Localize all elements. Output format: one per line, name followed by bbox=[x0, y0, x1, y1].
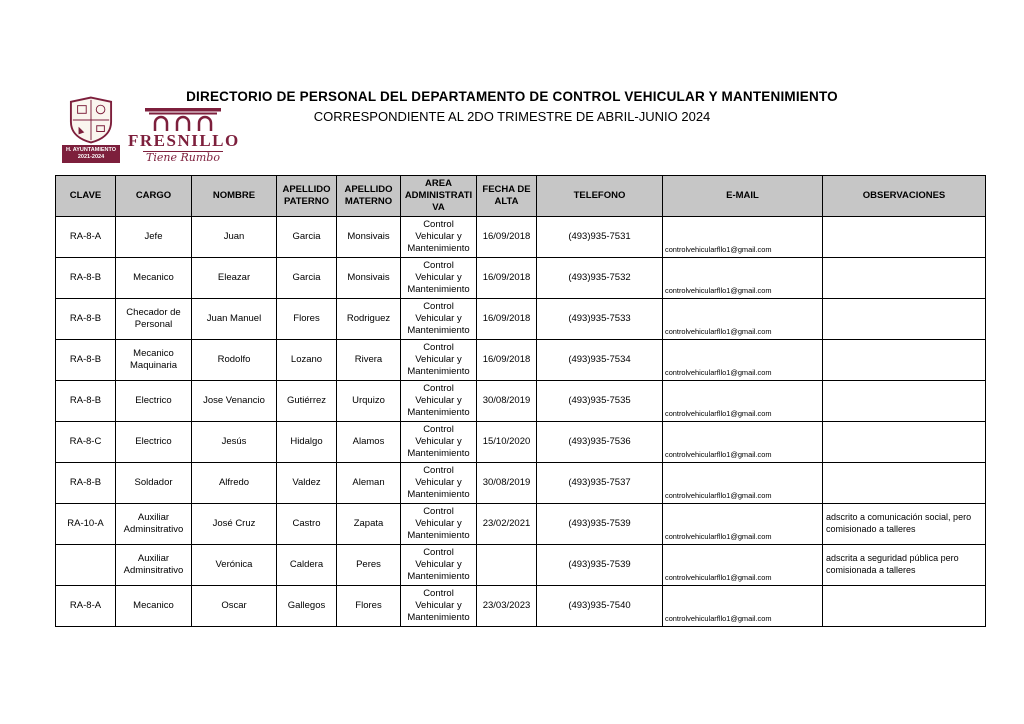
cell-area: Control Vehicular y Mantenimiento bbox=[401, 503, 477, 544]
cell-email: controlvehicularfllo1@gmail.com bbox=[663, 216, 823, 257]
cell-cargo: Electrico bbox=[116, 380, 192, 421]
cell-area: Control Vehicular y Mantenimiento bbox=[401, 544, 477, 585]
title-block bbox=[0, 89, 1024, 124]
cell-clave: RA-10-A bbox=[56, 503, 116, 544]
cell-clave bbox=[56, 544, 116, 585]
table-row bbox=[56, 298, 986, 339]
table-row bbox=[56, 503, 986, 544]
column-header-telefono: TELEFONO bbox=[537, 176, 663, 217]
cell-cargo: Auxiliar Adminsitrativo bbox=[116, 544, 192, 585]
cell-observaciones bbox=[823, 421, 986, 462]
cell-cargo: Mecanico bbox=[116, 257, 192, 298]
cell-observaciones bbox=[823, 257, 986, 298]
fresnillo-wordmark: FRESNILLO bbox=[128, 131, 240, 150]
cell-apellido_paterno: Caldera bbox=[277, 544, 337, 585]
cell-apellido_materno: Monsivais bbox=[337, 216, 401, 257]
table-body bbox=[56, 216, 986, 626]
cell-cargo: Auxiliar Adminsitrativo bbox=[116, 503, 192, 544]
cell-apellido_materno: Alamos bbox=[337, 421, 401, 462]
personnel-table bbox=[55, 175, 986, 627]
cell-telefono: (493)935-7535 bbox=[537, 380, 663, 421]
cell-nombre: Verónica bbox=[192, 544, 277, 585]
cell-area: Control Vehicular y Mantenimiento bbox=[401, 298, 477, 339]
cell-email: controlvehicularfllo1@gmail.com bbox=[663, 298, 823, 339]
ayuntamiento-banner-line2: 2021-2024 bbox=[77, 153, 105, 160]
cell-apellido_paterno: Gutiérrez bbox=[277, 380, 337, 421]
cell-apellido_materno: Aleman bbox=[337, 462, 401, 503]
ayuntamiento-banner-line1: H. AYUNTAMIENTO bbox=[65, 147, 117, 153]
cell-clave: RA-8-B bbox=[56, 298, 116, 339]
cell-nombre: Eleazar bbox=[192, 257, 277, 298]
cell-observaciones: adscrita a seguridad pública pero comisionada a talleres bbox=[823, 544, 986, 585]
cell-nombre: Jesús bbox=[192, 421, 277, 462]
cell-email: controlvehicularfllo1@gmail.com bbox=[663, 503, 823, 544]
cell-apellido_materno: Urquizo bbox=[337, 380, 401, 421]
page-title: DIRECTORIO DE PERSONAL DEL DEPARTAMENTO DE CONTROL VEHICULAR Y MANTENIMIENTO bbox=[186, 89, 838, 104]
cell-cargo: Mecanico bbox=[116, 585, 192, 626]
cell-cargo: Soldador bbox=[116, 462, 192, 503]
cell-cargo: Mecanico Maquinaria bbox=[116, 339, 192, 380]
cell-nombre: Jose Venancio bbox=[192, 380, 277, 421]
cell-apellido_paterno: Flores bbox=[277, 298, 337, 339]
cell-observaciones bbox=[823, 380, 986, 421]
cell-telefono: (493)935-7537 bbox=[537, 462, 663, 503]
cell-area: Control Vehicular y Mantenimiento bbox=[401, 421, 477, 462]
cell-observaciones bbox=[823, 216, 986, 257]
cell-fecha_alta: 16/09/2018 bbox=[477, 216, 537, 257]
cell-fecha_alta: 23/03/2023 bbox=[477, 585, 537, 626]
table-row bbox=[56, 380, 986, 421]
cell-nombre: José Cruz bbox=[192, 503, 277, 544]
cell-telefono: (493)935-7534 bbox=[537, 339, 663, 380]
column-header-observaciones: OBSERVACIONES bbox=[823, 176, 986, 217]
cell-email: controlvehicularfllo1@gmail.com bbox=[663, 421, 823, 462]
cell-apellido_paterno: Lozano bbox=[277, 339, 337, 380]
cell-clave: RA-8-A bbox=[56, 585, 116, 626]
cell-email: controlvehicularfllo1@gmail.com bbox=[663, 462, 823, 503]
column-header-fecha_alta: FECHA DE ALTA bbox=[477, 176, 537, 217]
cell-area: Control Vehicular y Mantenimiento bbox=[401, 462, 477, 503]
cell-apellido_materno: Peres bbox=[337, 544, 401, 585]
fresnillo-tagline: Tiene Rumbo bbox=[146, 150, 220, 164]
cell-fecha_alta: 16/09/2018 bbox=[477, 257, 537, 298]
cell-clave: RA-8-B bbox=[56, 339, 116, 380]
cell-fecha_alta: 15/10/2020 bbox=[477, 421, 537, 462]
table-row bbox=[56, 421, 986, 462]
cell-nombre: Rodolfo bbox=[192, 339, 277, 380]
cell-telefono: (493)935-7532 bbox=[537, 257, 663, 298]
cell-email: controlvehicularfllo1@gmail.com bbox=[663, 339, 823, 380]
cell-fecha_alta: 16/09/2018 bbox=[477, 339, 537, 380]
cell-telefono: (493)935-7540 bbox=[537, 585, 663, 626]
cell-clave: RA-8-B bbox=[56, 380, 116, 421]
cell-email: controlvehicularfllo1@gmail.com bbox=[663, 544, 823, 585]
cell-apellido_paterno: Castro bbox=[277, 503, 337, 544]
cell-observaciones bbox=[823, 585, 986, 626]
column-header-cargo: CARGO bbox=[116, 176, 192, 217]
cell-apellido_paterno: Gallegos bbox=[277, 585, 337, 626]
cell-nombre: Juan bbox=[192, 216, 277, 257]
cell-telefono: (493)935-7536 bbox=[537, 421, 663, 462]
cell-fecha_alta bbox=[477, 544, 537, 585]
cell-telefono: (493)935-7539 bbox=[537, 544, 663, 585]
page-subtitle: CORRESPONDIENTE AL 2DO TRIMESTRE DE ABRIL-JUNIO 2024 bbox=[313, 109, 711, 124]
cell-email: controlvehicularfllo1@gmail.com bbox=[663, 380, 823, 421]
cell-observaciones: adscrito a comunicación social, pero comisionado a talleres bbox=[823, 503, 986, 544]
cell-apellido_materno: Rivera bbox=[337, 339, 401, 380]
cell-observaciones bbox=[823, 462, 986, 503]
column-header-apellido_paterno: APELLIDO PATERNO bbox=[277, 176, 337, 217]
column-header-nombre: NOMBRE bbox=[192, 176, 277, 217]
cell-clave: RA-8-B bbox=[56, 462, 116, 503]
cell-clave: RA-8-B bbox=[56, 257, 116, 298]
cell-email: controlvehicularfllo1@gmail.com bbox=[663, 257, 823, 298]
cell-area: Control Vehicular y Mantenimiento bbox=[401, 216, 477, 257]
cell-observaciones bbox=[823, 339, 986, 380]
cell-nombre: Oscar bbox=[192, 585, 277, 626]
cell-telefono: (493)935-7539 bbox=[537, 503, 663, 544]
cell-cargo: Checador de Personal bbox=[116, 298, 192, 339]
cell-area: Control Vehicular y Mantenimiento bbox=[401, 339, 477, 380]
table-row bbox=[56, 585, 986, 626]
table-row bbox=[56, 462, 986, 503]
cell-area: Control Vehicular y Mantenimiento bbox=[401, 585, 477, 626]
cell-apellido_materno: Zapata bbox=[337, 503, 401, 544]
table-row bbox=[56, 257, 986, 298]
cell-telefono: (493)935-7533 bbox=[537, 298, 663, 339]
cell-apellido_materno: Rodriguez bbox=[337, 298, 401, 339]
cell-apellido_materno: Monsivais bbox=[337, 257, 401, 298]
cell-area: Control Vehicular y Mantenimiento bbox=[401, 380, 477, 421]
table-header-row bbox=[56, 176, 986, 217]
cell-fecha_alta: 30/08/2019 bbox=[477, 462, 537, 503]
cell-telefono: (493)935-7531 bbox=[537, 216, 663, 257]
cell-clave: RA-8-A bbox=[56, 216, 116, 257]
cell-fecha_alta: 30/08/2019 bbox=[477, 380, 537, 421]
cell-area: Control Vehicular y Mantenimiento bbox=[401, 257, 477, 298]
table-row bbox=[56, 544, 986, 585]
cell-cargo: Electrico bbox=[116, 421, 192, 462]
cell-nombre: Alfredo bbox=[192, 462, 277, 503]
column-header-clave: CLAVE bbox=[56, 176, 116, 217]
column-header-email: E-MAIL bbox=[663, 176, 823, 217]
cell-observaciones bbox=[823, 298, 986, 339]
table-row bbox=[56, 339, 986, 380]
cell-apellido_paterno: Garcia bbox=[277, 216, 337, 257]
cell-cargo: Jefe bbox=[116, 216, 192, 257]
table-row bbox=[56, 216, 986, 257]
cell-fecha_alta: 16/09/2018 bbox=[477, 298, 537, 339]
column-header-apellido_materno: APELLIDO MATERNO bbox=[337, 176, 401, 217]
cell-email: controlvehicularfllo1@gmail.com bbox=[663, 585, 823, 626]
cell-apellido_paterno: Hidalgo bbox=[277, 421, 337, 462]
column-header-area: AREA ADMINISTRATIVA bbox=[401, 176, 477, 217]
cell-apellido_paterno: Garcia bbox=[277, 257, 337, 298]
cell-apellido_paterno: Valdez bbox=[277, 462, 337, 503]
cell-nombre: Juan Manuel bbox=[192, 298, 277, 339]
cell-fecha_alta: 23/02/2021 bbox=[477, 503, 537, 544]
ayuntamiento-banner bbox=[62, 145, 120, 163]
cell-clave: RA-8-C bbox=[56, 421, 116, 462]
cell-apellido_materno: Flores bbox=[337, 585, 401, 626]
